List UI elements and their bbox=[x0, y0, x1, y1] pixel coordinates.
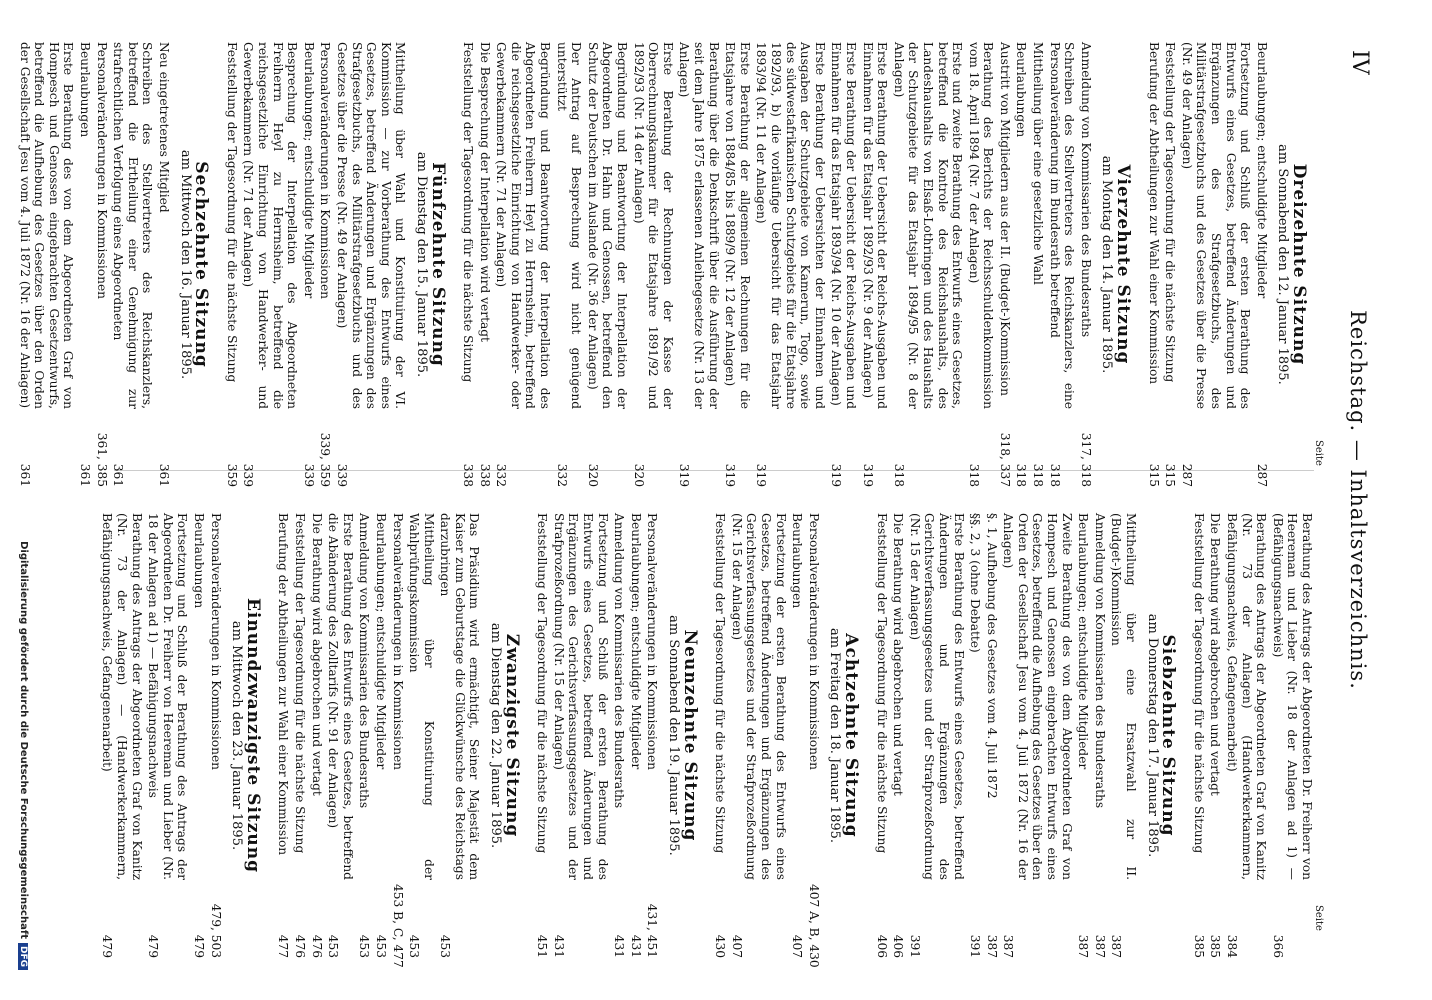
toc-entry bbox=[729, 513, 787, 958]
left-column bbox=[1, 42, 1314, 487]
toc-entry bbox=[494, 42, 552, 487]
toc-entry bbox=[754, 42, 827, 487]
entry-text: Erste und zweite Berathung des Entwurfs eines Gesetzes, betreffend die Kontrole des Reichshaushalts, des Landeshaushalts von Elsaß-Lothringen und des Haushalts der Schutzgebiete für das Etatsjahr 1894/95 (Nr. 8 der Anlagen) bbox=[891, 42, 965, 409]
entry-text: Personalveränderungen in Kommissionen bbox=[94, 42, 109, 300]
entry-text: Feststellung der Tagesordnung für die nächste Sitzung bbox=[874, 513, 889, 854]
entry-page-number: 318 bbox=[1031, 463, 1046, 487]
toc-entry bbox=[891, 513, 906, 958]
session-block bbox=[224, 42, 448, 487]
toc-entry bbox=[1109, 513, 1138, 958]
seite-label-left: Seite bbox=[1313, 440, 1324, 466]
session-title: Achtzehnte Sitzung bbox=[840, 633, 861, 838]
seite-label-right: Seite bbox=[1313, 905, 1324, 931]
right-column bbox=[84, 513, 1314, 968]
entry-text: Berathung des Antrags der Abgeordneten Graf von Kanitz (Nr. 73 der Anlagen) — (Handwerkerkammern, Befähigungsnachweis, Gefangenenarbeit) bbox=[100, 513, 144, 880]
entry-text: Beurlaubungen; entschuldigte Mitglieder bbox=[301, 42, 316, 299]
entry-text: Die Besprechung der Interpellation wird vertagt bbox=[477, 42, 492, 342]
entry-text: Fortsetzung und Schluß der Berathung des Antrags der Abgeordneten Dr. Freiherr von Heereman und Lieber (Nr. 18 der Anlagen ad 1) — Befähigungsnachweis bbox=[146, 513, 190, 880]
entry-page-number: 366 bbox=[1270, 934, 1285, 958]
session-title: Sechzehnte Sitzung bbox=[191, 161, 212, 368]
toc-entry bbox=[1014, 42, 1029, 487]
entry-page-number: 361 bbox=[157, 463, 172, 487]
toc-entry bbox=[1179, 42, 1252, 487]
toc-entry bbox=[874, 513, 889, 958]
entry-page-number: 431 bbox=[551, 934, 566, 958]
toc-entry bbox=[966, 42, 995, 487]
entry-page-number: 430 bbox=[713, 934, 728, 958]
entry-text: Berufung der Abtheilungen zur Wahl einer Kommission bbox=[1146, 42, 1161, 385]
entry-page-number: 406 bbox=[891, 934, 906, 958]
entry-page-number: 339 bbox=[241, 463, 256, 487]
toc-entry bbox=[806, 513, 821, 968]
toc-entry bbox=[77, 42, 92, 487]
entry-text: Schreiben des Stellvertreters des Reichskanzlers, eine Personalveränderung im Bundesrath betreffend bbox=[1047, 42, 1077, 409]
entry-page-number: 453 B, C, 477 bbox=[390, 884, 405, 968]
toc-entry bbox=[551, 513, 609, 958]
toc-entry bbox=[438, 513, 482, 958]
entry-text: Die Berathung wird abgebrochen und vertagt bbox=[1208, 513, 1223, 796]
entry-text: Die Berathung wird abgebrochen und vertagt bbox=[309, 513, 324, 796]
entry-page-number: 319 bbox=[860, 463, 875, 487]
entry-page-number: 384 bbox=[1225, 934, 1240, 958]
entry-text: §. 1, Aufhebung des Gesetzes vom 4. Juli 1872 bbox=[984, 513, 999, 799]
entry-text: Begründung und Beantwortung der Interpellation der Abgeordneten Dr. Hahn und Genossen, betreffend den Schutz der Deutschen im Auslande (Nr. 36 der Anlagen) bbox=[585, 42, 630, 409]
entry-page-number: 391 bbox=[968, 934, 983, 958]
entry-text: Begründung und Beantwortung der Interpellation des Abgeordneten Freiherrn Heyl zu Herrnsheim, betreffend die reichsgesetzliche Einrichtung von Handwerker- oder Gewerbekammern (Nr. 71 der Anlagen) bbox=[494, 42, 553, 409]
page-number: IV bbox=[1347, 50, 1372, 75]
entry-text: Erste Berathung der Uebersicht der Reichs-Ausgaben und Einnahmen für das Etatsjahr 1893/94 (Nr. 10 der Anlagen) bbox=[829, 42, 858, 409]
entry-page-number: 385 bbox=[1208, 934, 1223, 958]
entry-page-number: 391 bbox=[907, 934, 922, 958]
toc-entry bbox=[829, 42, 858, 487]
toc-entry bbox=[968, 513, 983, 958]
entry-page-number: 479 bbox=[100, 934, 115, 958]
entry-page-number: 453 bbox=[407, 934, 422, 958]
entry-page-number: 476 bbox=[292, 934, 307, 958]
entry-page-number: 361 bbox=[111, 463, 126, 487]
toc-entry bbox=[301, 42, 316, 487]
entry-page-number: 315 bbox=[1163, 463, 1178, 487]
toc-entry bbox=[677, 42, 721, 487]
entry-page-number: 339 bbox=[334, 463, 349, 487]
entry-page-number: 477 bbox=[276, 934, 291, 958]
session-date: am Freitag den 18. Januar 1895. bbox=[827, 627, 843, 844]
toc-entry bbox=[585, 42, 629, 487]
toc-entry bbox=[1078, 42, 1093, 487]
entry-text: Fortsetzung und Schluß der ersten Berathung des Entwurfs eines Gesetzes, betreffend Änderungen und Ergänzungen des Gerichtsverfassungsgesetzes und der Strafprozeßordnung (Nr. 15 der Anlagen) bbox=[551, 513, 610, 880]
session-block bbox=[535, 513, 700, 958]
session-title: Einundzwanzigste Sitzung bbox=[242, 597, 263, 874]
entry-text: Personalveränderungen in Kommissionen bbox=[645, 513, 660, 771]
entry-text: Erste Berathung der allgemeinen Rechnungen für die Etatsjahre von 1884/85 bis 1889/9 (Nr. 12 der Anlagen) bbox=[723, 42, 752, 409]
entry-text: Erste Berathung des Entwurfs eines Gesetzes, betreffend Änderungen und Ergänzungen des Gerichtsverfassungsgesetzes und der Strafprozeßordnung (Nr. 15 der Anlagen) bbox=[907, 513, 966, 880]
session-block bbox=[1191, 513, 1314, 958]
toc-entry bbox=[146, 513, 190, 958]
entry-page-number: 387 bbox=[1092, 934, 1107, 958]
entry-page-number: 479 bbox=[192, 934, 206, 958]
entry-text: Personalveränderungen in Kommissionen bbox=[318, 42, 333, 300]
toc-entry bbox=[17, 42, 75, 487]
digitization-credit bbox=[18, 541, 29, 970]
page-header bbox=[1332, 50, 1372, 950]
entry-page-number: 453 bbox=[357, 934, 372, 958]
toc-entry bbox=[984, 513, 999, 958]
toc-entry bbox=[535, 513, 550, 958]
entry-text: Schreiben des Stellvertreters des Reichskanzlers, betreffend die Ertheilung einer Genehmigung zur strafrechtlichen Verfolgung eines Abgeordneten bbox=[111, 42, 155, 409]
session-date: am Dienstag den 15. Januar 1895. bbox=[413, 151, 429, 378]
entry-page-number: 387 bbox=[984, 934, 999, 958]
toc-entry bbox=[612, 513, 627, 958]
session-date: am Donnerstag den 17. Januar 1895. bbox=[1144, 613, 1160, 858]
entry-page-number: 332 bbox=[554, 463, 569, 487]
entry-text: Fortsetzung und Schluß der ersten Berathung des Entwurfs eines Gesetzes, betreffend Änderungen und Ergänzungen des Strafgesetzbuchs, des Militärstrafgesetzbuchs und des Gesetzes über die Presse (Nr. 49 der Anlagen) bbox=[1179, 42, 1253, 409]
entry-text: Feststellung der Tagesordnung für die nächste Sitzung bbox=[292, 513, 307, 854]
toc-entry bbox=[1163, 42, 1178, 487]
entry-page-number: 338 bbox=[461, 463, 476, 487]
toc-entry bbox=[191, 513, 206, 958]
entry-text: Erste Berathung der Uebersicht der Reichs-Ausgaben und Einnahmen für das Etatsjahr 1892/93 (Nr. 9 der Anlagen) bbox=[860, 42, 890, 409]
entry-text: Neu eingetretenes Mitglied bbox=[157, 42, 172, 213]
toc-entry bbox=[334, 42, 407, 487]
entry-page-number: 315 bbox=[1146, 463, 1161, 487]
session-date: am Sonnabend den 19. Januar 1895. bbox=[666, 615, 682, 856]
session-date: am Mittwoch den 23. Januar 1895. bbox=[229, 620, 245, 851]
toc-entry bbox=[1092, 513, 1107, 958]
toc-entry bbox=[1270, 513, 1314, 958]
toc-entry bbox=[1146, 42, 1161, 487]
entry-page-number: 319 bbox=[723, 463, 738, 487]
toc-entry bbox=[891, 42, 964, 487]
entry-text: Berathung des Antrags der Abgeordneten Dr. Freiherr von Heereman und Lieber (Nr. 18 der Anlagen ad 1) — (Befähigungsnachweis) bbox=[1270, 513, 1314, 880]
entry-text: Beurlaubungen; entschuldigte Mitglieder bbox=[373, 513, 388, 770]
entry-text: Austritt von Mitgliedern aus der II. (Budget-)Kommission bbox=[997, 42, 1012, 396]
entry-text: Mittheilung über Konstituirung der Wahlprüfungskommission bbox=[407, 513, 436, 880]
toc-entry bbox=[292, 513, 307, 958]
entry-text: Mittheilung über eine Ersatzwahl zur II. (Budget-)Kommission bbox=[1109, 513, 1139, 880]
session-block bbox=[276, 513, 522, 968]
entry-text: Berathung über die Denkschrift über die Ausführung der seit dem Jahre 1875 erlassenen Anleihegesetze (Nr. 13 der Anlagen) bbox=[677, 42, 721, 409]
session-title: Vierzehnte Sitzung bbox=[1113, 164, 1134, 365]
session-date: am Sonnabend den 12. Januar 1895. bbox=[1275, 144, 1291, 385]
toc-entry bbox=[309, 513, 324, 958]
entry-text: Die Berathung wird abgebrochen und vertagt bbox=[891, 513, 906, 796]
toc-entry bbox=[241, 42, 299, 487]
entry-page-number: 318 bbox=[1014, 463, 1029, 487]
entry-text: Beurlaubungen bbox=[790, 513, 805, 609]
entry-page-number: 476 bbox=[309, 934, 324, 958]
entry-page-number: 361 bbox=[78, 463, 93, 487]
toc-entry bbox=[357, 513, 372, 958]
toc-entry bbox=[860, 42, 889, 487]
session-block bbox=[874, 513, 1179, 958]
entry-page-number: 317, 318 bbox=[1078, 432, 1093, 487]
session-title: Fünfzehnte Sitzung bbox=[427, 162, 448, 367]
toc-entry bbox=[1191, 513, 1206, 958]
toc-entry bbox=[713, 513, 728, 958]
entry-text: Feststellung der Tagesordnung für die nächste Sitzung bbox=[1191, 513, 1206, 854]
session-title: Siebzehnte Sitzung bbox=[1158, 634, 1179, 837]
credit-text: Digitalisierung gefördert durch die Deutsche Forschungsgemeinschaft bbox=[18, 541, 29, 939]
toc-entry bbox=[645, 513, 660, 958]
session-block bbox=[1146, 42, 1309, 487]
entry-text: Erste Berathung der Uebersichten der Einnahmen und Ausgaben der Schutzgebiete von Kamerun, Togo, sowie des südwestafrikanischen Schutzgebiets für die Etatsjahre 1892/93, b) die vorläufige Uebersicht für das Etatsjahr 1893/94 (Nr. 11 der Anlagen) bbox=[754, 42, 827, 409]
entry-text: Personalveränderungen in Kommissionen bbox=[390, 513, 405, 771]
toc-entry bbox=[94, 42, 109, 487]
entry-text: Personalveränderungen in Kommissionen bbox=[806, 513, 821, 771]
toc-entry bbox=[461, 42, 476, 487]
entry-text: §§. 2, 3 (ohne Debatte) bbox=[968, 513, 983, 653]
entry-page-number: 319 bbox=[677, 463, 692, 487]
entry-text: Anmeldung von Kommissarien des Bundesraths bbox=[612, 513, 627, 809]
entry-page-number: 339, 359 bbox=[318, 432, 333, 487]
entry-page-number: 431 bbox=[612, 934, 627, 958]
session-block bbox=[17, 42, 212, 487]
toc-entry bbox=[907, 513, 965, 958]
entry-text: Der Antrag auf Besprechung wird nicht genügend unterstützt bbox=[554, 42, 584, 409]
entry-page-number: 453 bbox=[438, 934, 453, 958]
toc-entry bbox=[1076, 513, 1091, 958]
entry-text: Beurlaubungen; entschuldigte Mitglieder bbox=[1254, 42, 1269, 299]
session-date: am Montag den 14. Januar 1895. bbox=[1099, 155, 1115, 374]
toc-entry bbox=[224, 42, 239, 487]
toc-entry bbox=[276, 513, 291, 958]
entry-text: Beurlaubungen bbox=[192, 513, 206, 609]
toc-entry bbox=[326, 513, 355, 958]
entry-page-number: 361, 385 bbox=[94, 432, 109, 487]
toc-entry bbox=[1224, 513, 1268, 958]
entry-text: Personalveränderungen in Kommissionen bbox=[208, 513, 223, 771]
entry-page-number: 318 bbox=[891, 463, 906, 487]
entry-text: Feststellung der Tagesordnung für die nächste Sitzung bbox=[713, 513, 728, 854]
toc-entry bbox=[100, 513, 144, 958]
running-title: Reichstag. — Inhaltsverzeichnis. bbox=[1346, 310, 1370, 690]
entry-page-number: 338 bbox=[477, 463, 492, 487]
toc-entry bbox=[1047, 42, 1076, 487]
entry-text: Mittheilung über Wahl und Konstituirung der VI. Kommission — zur Vorberathung des Entwurfs eines Gesetzes, betreffend Änderungen und Ergänzungen des Strafgesetzbuchs, des Militärstrafgesetzbuchs und des Gesetzes über die Presse (Nr. 49 der Anlagen) bbox=[334, 42, 408, 409]
entry-text: Mittheilung über eine gesetzliche Wahl bbox=[1031, 42, 1046, 285]
entry-text: Das Präsidium wird ermächtigt, Seiner Majestät dem Kaiser zum Geburtstage die Glückwünsche des Reichstags darzubringen bbox=[438, 513, 482, 880]
entry-page-number: 406 bbox=[874, 934, 889, 958]
entry-page-number: 407 bbox=[729, 934, 744, 958]
toc-entry bbox=[628, 513, 643, 958]
toc-entry bbox=[318, 42, 333, 487]
entry-text: Anmeldung von Kommissarien des Bundesraths bbox=[357, 513, 372, 809]
toc-entry bbox=[477, 42, 492, 487]
entry-text: Anmeldung von Kommissarien des Bundesraths bbox=[1092, 513, 1107, 809]
toc-entry bbox=[1001, 513, 1074, 958]
entry-page-number: 387 bbox=[1001, 934, 1016, 958]
entry-text: Feststellung der Tagesordnung für die nächste Sitzung bbox=[224, 42, 239, 383]
entry-page-number: 320 bbox=[585, 463, 600, 487]
toc-entry bbox=[554, 42, 583, 487]
toc-entry bbox=[631, 42, 675, 487]
entry-text: Erste Berathung des Entwurfs eines Gesetzes, betreffend die Abänderung des Zolltarifs (Nr. 91 der Anlagen) bbox=[326, 513, 355, 880]
session-date: am Mittwoch den 16. Januar 1895. bbox=[177, 149, 193, 380]
session-title: Zwanzigste Sitzung bbox=[501, 633, 522, 838]
entry-page-number: 319 bbox=[754, 463, 769, 487]
entry-page-number: 479, 503 bbox=[208, 903, 223, 958]
session-title: Neunzehnte Sitzung bbox=[679, 629, 700, 842]
entry-text: Berathung des Berichts der Reichsschuldenkommission vom 18. April 1894 (Nr. 7 der Anlagen) bbox=[966, 42, 996, 409]
entry-page-number: 361 bbox=[17, 463, 32, 487]
entry-page-number: 407 bbox=[790, 934, 805, 958]
toc-entry bbox=[208, 513, 223, 958]
toc-entry bbox=[407, 513, 436, 958]
toc-entry bbox=[156, 42, 171, 487]
entry-text: Feststellung der Tagesordnung für die nächste Sitzung bbox=[535, 513, 550, 854]
entry-text: Zweite Berathung des von dem Abgeordneten Graf von Hompesch und Genossen eingebrachten Entwurfs eines Gesetzes, betreffend die Aufhebung des Gesetzes über den Orden der Gesellschaft Jesu vom 4. Juli 1872 (Nr. 16 der Anlagen) bbox=[1001, 513, 1074, 880]
toc-entry bbox=[373, 513, 388, 958]
entry-page-number: 287 bbox=[1179, 463, 1194, 487]
entry-page-number: 287 bbox=[1254, 463, 1269, 487]
toc-entry bbox=[111, 42, 155, 487]
entry-text: Feststellung der Tagesordnung für die nächste Sitzung bbox=[461, 42, 476, 383]
session-block bbox=[461, 42, 1134, 487]
entry-page-number: 387 bbox=[1076, 934, 1091, 958]
toc-entry bbox=[1208, 513, 1223, 958]
entry-text: Besprechung der Interpellation des Abgeordneten Freiherrn Heyl zu Herrnsheim, betreffend die reichsgesetzliche Einrichtung von Handwerker- und Gewerbekammern (Nr. 71 der Anlagen) bbox=[241, 42, 300, 409]
session-block bbox=[100, 513, 263, 958]
dfg-logo: DFG bbox=[18, 943, 28, 970]
entry-text: Feststellung der Tagesordnung für die nächste Sitzung bbox=[1163, 42, 1178, 383]
entry-page-number: 318 bbox=[1047, 463, 1062, 487]
entry-page-number: 453 bbox=[373, 934, 388, 958]
entry-text: Fortsetzung der ersten Berathung des Entwurfs eines Gesetzes, betreffend Änderungen und Ergänzungen des Gerichtsverfassungsgesetzes und der Strafprozeßordnung (Nr. 15 der Anlagen) bbox=[729, 513, 788, 880]
entry-text: Anmeldung von Kommissarien des Bundesraths bbox=[1078, 42, 1093, 338]
entry-text: Erste Berathung des von dem Abgeordneten Graf von Hompesch und Genossen eingebrachten Gesetzentwurfs, betreffend die Aufhebung des Gesetzes über den Orden der Gesellschaft Jesu vom 4. Juli 1872 (Nr. 16 der Anlagen) bbox=[17, 42, 76, 409]
entry-page-number: 359 bbox=[224, 463, 239, 487]
entry-page-number: 453 bbox=[326, 934, 341, 958]
entry-text: Beurlaubungen; entschuldigte Mitglieder bbox=[628, 513, 643, 770]
entry-page-number: 319 bbox=[829, 463, 844, 487]
entry-text: Beurlaubungen; entschuldigte Mitglieder bbox=[1076, 513, 1091, 770]
entry-page-number: 385 bbox=[1191, 934, 1206, 958]
toc-entry bbox=[997, 42, 1012, 487]
entry-page-number: 318 bbox=[966, 463, 981, 487]
entry-page-number: 320 bbox=[631, 463, 646, 487]
entry-page-number: 407 A, B, 430 bbox=[806, 884, 821, 968]
entry-page-number: 451 bbox=[535, 934, 550, 958]
toc-entry bbox=[1031, 42, 1046, 487]
entry-page-number: 387 bbox=[1109, 934, 1124, 958]
toc-entry bbox=[390, 513, 405, 968]
entry-page-number: 332 bbox=[494, 463, 509, 487]
entry-text: Berufung der Abtheilungen zur Wahl einer Kommission bbox=[276, 513, 291, 856]
session-block bbox=[713, 513, 861, 968]
entry-page-number: 479 bbox=[146, 934, 161, 958]
entry-text: Beurlaubungen bbox=[1014, 42, 1029, 138]
entry-page-number: 431 bbox=[628, 934, 643, 958]
entry-text: Berathung des Antrags der Abgeordneten Graf von Kanitz (Nr. 73 der Anlagen) (Handwerkerkammern, Befähigungsnachweis, Gefangenenarbeit) bbox=[1225, 513, 1269, 880]
entry-page-number: 431, 451 bbox=[645, 903, 660, 958]
session-date: am Dienstag den 22. Januar 1895. bbox=[488, 622, 504, 849]
entry-text: Beurlaubungen bbox=[78, 42, 93, 138]
session-title: Dreizehnte Sitzung bbox=[1289, 163, 1309, 366]
toc-entry bbox=[723, 42, 752, 487]
entry-text: Erste Berathung der Rechnungen der Kasse der Oberrechnungskammer für die Etatsjahre 1891/92 und 1892/93 (Nr. 14 der Anlagen) bbox=[631, 42, 675, 409]
toc-entry bbox=[1254, 42, 1269, 487]
toc-entry bbox=[790, 513, 805, 958]
entry-page-number: 339 bbox=[301, 463, 316, 487]
entry-page-number: 318, 337 bbox=[997, 432, 1012, 487]
